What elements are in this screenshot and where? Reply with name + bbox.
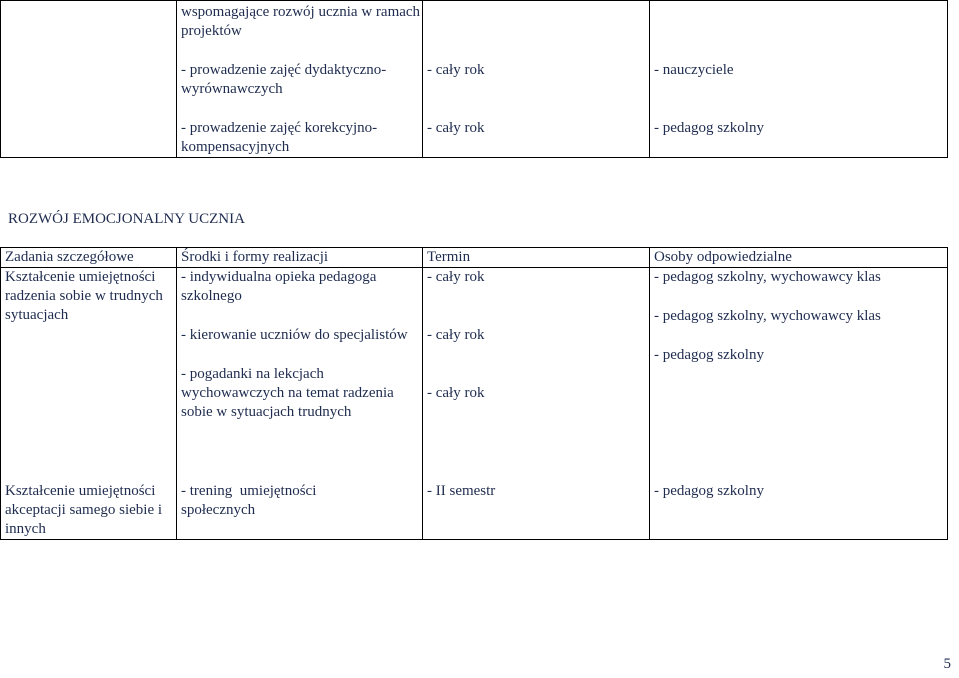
header-term: Termin <box>423 248 650 268</box>
term-1-1: - cały rok <box>427 269 485 285</box>
top-means-cell <box>177 1 423 158</box>
means-cell-2 <box>177 482 423 540</box>
section-title: ROZWÓJ EMOCJONALNY UCZNIA <box>8 211 245 227</box>
top-empty-cell <box>1 1 177 158</box>
top-persons-cell <box>650 1 948 158</box>
top-means-2: - prowadzenie zajęć dydaktyczno-wyrównawczych <box>181 62 387 97</box>
term-1-3: - cały rok <box>427 385 485 401</box>
means-1-3: - pogadanki na lekcjach wychowawczych na temat radzenia sobie w sytuacjach trudnych <box>181 366 394 420</box>
task-2: Kształcenie umiejętności akceptacji samego siebie i innych <box>5 482 163 537</box>
persons-cell-1 <box>650 268 948 482</box>
top-term-1: - cały rok <box>427 62 485 78</box>
means-2: - trening umiejętności społecznych <box>181 482 321 518</box>
top-table <box>0 0 948 158</box>
top-means-1: wspomagające rozwój ucznia w ramach projektów <box>181 4 421 39</box>
persons-1-3: - pedagog szkolny <box>654 347 764 363</box>
means-1-1: - indywidualna opieka pedagoga szkolnego <box>181 269 377 304</box>
means-1-2: - kierowanie uczniów do specjalistów <box>181 327 408 343</box>
means-cell-1 <box>177 268 423 482</box>
plan-table <box>0 247 948 540</box>
header-persons: Osoby odpowiedzialne <box>650 248 948 268</box>
task-1: Kształcenie umiejętności radzenia sobie w trudnych sytuacjach <box>5 269 163 323</box>
header-means: Środki i formy realizacji <box>177 248 423 268</box>
top-means-3: - prowadzenie zajęć korekcyjno-kompensacyjnych <box>181 120 378 155</box>
task-cell-1 <box>1 268 177 482</box>
term-1-2: - cały rok <box>427 327 485 343</box>
persons-1-2: - pedagog szkolny, wychowawcy klas <box>654 308 881 324</box>
persons-cell-2 <box>650 482 948 540</box>
page-number: 5 <box>943 656 951 672</box>
term-cell-1 <box>423 268 650 482</box>
term-2: - II semestr <box>427 482 496 499</box>
top-persons-1: - nauczyciele <box>654 62 734 78</box>
persons-1-1: - pedagog szkolny, wychowawcy klas <box>654 269 881 285</box>
term-cell-2 <box>423 482 650 540</box>
header-tasks: Zadania szczegółowe <box>1 248 177 268</box>
top-persons-2: - pedagog szkolny <box>654 120 764 136</box>
task-cell-2 <box>1 482 177 540</box>
top-term-cell <box>423 1 650 158</box>
top-term-2: - cały rok <box>427 120 485 136</box>
persons-2: - pedagog szkolny <box>654 482 764 499</box>
